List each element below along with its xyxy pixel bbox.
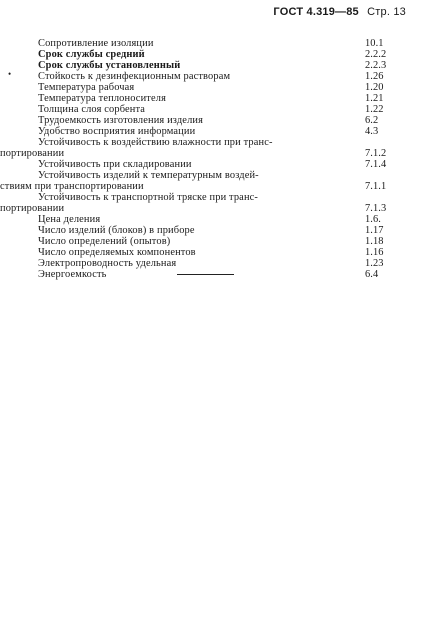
index-list (0, 38, 394, 280)
entry-term: Число определений (опытов) (38, 236, 171, 247)
index-entry (38, 104, 394, 115)
index-entry (0, 192, 394, 214)
entry-ref: 7.1.2 (365, 148, 387, 159)
entry-ref: 6.4 (365, 269, 379, 280)
index-entry (38, 115, 394, 126)
entry-ref: 7.1.1 (365, 181, 387, 192)
entry-ref: 1.16 (365, 247, 384, 258)
entry-term: Температура рабочая (38, 82, 135, 93)
entry-term: Срок службы средний (38, 49, 145, 60)
end-rule (177, 274, 234, 275)
index-entry (38, 38, 394, 49)
index-entry (0, 170, 394, 192)
index-entry (38, 126, 394, 137)
entry-term: Сопротивление изоляции (38, 38, 154, 49)
index-entry (38, 93, 394, 104)
page-header (273, 6, 406, 18)
entry-term-line2: ствиям при транспортировании (0, 181, 144, 192)
page-number: Стр. 13 (367, 6, 406, 18)
entry-ref: 6.2 (365, 115, 379, 126)
index-entry (0, 137, 394, 159)
entry-term: Число изделий (блоков) в приборе (38, 225, 195, 236)
entry-term-line2: портировании (0, 148, 65, 159)
entry-term (0, 170, 276, 192)
entry-term: Удобство восприятия информации (38, 126, 196, 137)
index-entry (38, 258, 394, 269)
margin-dot: • (8, 69, 12, 79)
entry-ref: 1.6. (365, 214, 381, 225)
index-entry (38, 71, 394, 82)
index-entry (38, 214, 394, 225)
index-entry (38, 247, 394, 258)
entry-ref: 2.2.2 (365, 49, 387, 60)
entry-term: Температура теплоносителя (38, 93, 167, 104)
entry-term: Срок службы установленный (38, 60, 181, 71)
entry-ref: 1.20 (365, 82, 384, 93)
entry-ref: 1.23 (365, 258, 384, 269)
entry-ref: 1.17 (365, 225, 384, 236)
entry-term: Энергоемкость (38, 269, 107, 280)
entry-ref: 10.1 (365, 38, 384, 49)
entry-term: Устойчивость при складировании (38, 159, 192, 170)
entry-term: Цена деления (38, 214, 101, 225)
index-entry (38, 236, 394, 247)
index-entry (38, 82, 394, 93)
entry-term-line2: портировании (0, 203, 65, 214)
entry-ref: 1.22 (365, 104, 384, 115)
entry-ref: 1.21 (365, 93, 384, 104)
index-entry (38, 225, 394, 236)
entry-term (0, 192, 276, 214)
entry-ref: 7.1.4 (365, 159, 387, 170)
entry-ref: 7.1.3 (365, 203, 387, 214)
entry-ref: 1.26 (365, 71, 384, 82)
entry-term: Толщина слоя сорбента (38, 104, 146, 115)
entry-term-line1: Устойчивость к воздействию влажности при транс- (38, 137, 273, 148)
entry-term: Электропроводность удельная (38, 258, 177, 269)
entry-ref: 2.2.3 (365, 60, 387, 71)
standard-number: ГОСТ 4.319—85 (273, 6, 359, 18)
entry-ref: 4.3 (365, 126, 379, 137)
entry-ref: 1.18 (365, 236, 384, 247)
index-entry (38, 49, 394, 60)
entry-term: Число определяемых компонентов (38, 247, 196, 258)
entry-term: Трудоемкость изготовления изделия (38, 115, 204, 126)
entry-term-line1: Устойчивость к транспортной тряске при транс- (38, 192, 259, 203)
index-entry (38, 159, 394, 170)
entry-term-line1: Устойчивость изделий к температурным воздей- (38, 170, 259, 181)
index-entry (38, 60, 394, 71)
entry-term (0, 137, 276, 159)
entry-term: Стойкость к дезинфекционным растворам (38, 71, 231, 82)
